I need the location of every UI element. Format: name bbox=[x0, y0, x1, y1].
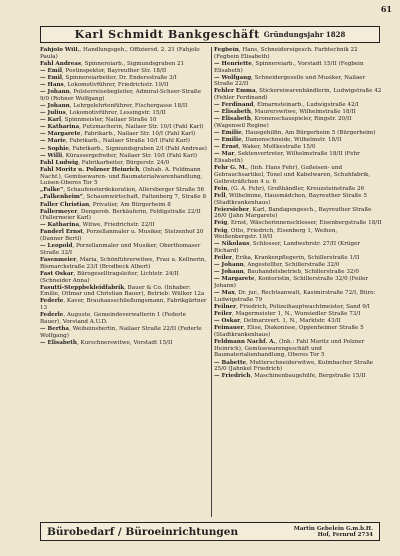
entry-text: (Inh.: Fahl Moritz und Polzner Heinrich), Gemüsewarengeschäft und Baumaterialienhandlung, Oberes Tor 5 bbox=[214, 339, 365, 359]
entry-text: Magermeister 1, N., Wunsiedler Straße 73/I bbox=[235, 311, 361, 318]
entry-name: — Karl bbox=[40, 117, 62, 124]
entry-text: Spinnmeister, Nailaer Straße 10 bbox=[64, 117, 157, 124]
directory-entry: — Johann, Angestellter, Schillerstraße 32/0 bbox=[214, 262, 340, 269]
entry-text: Spinnereiarb., Vorstadt 15/II (Fegbein Elisabeth) bbox=[214, 60, 364, 74]
entry-name: — Emil bbox=[40, 67, 62, 74]
directory-entry: Feiersieber, Karl, Bandagengesch., Bayreuther Straße 26/0 (Jahn Margarete) bbox=[214, 206, 372, 220]
directory-entry: — Emilie, Hausgehilfin, Am Bürgerheim 5 (Bürgerheim) bbox=[214, 130, 376, 137]
entry-text: Otto, Friedrich, Eisenberg 1, Weihen, Weißenbergstr. 19/II bbox=[214, 227, 338, 241]
entry-name: „Falke“ bbox=[40, 187, 64, 194]
entry-name: Feig bbox=[214, 220, 228, 227]
entry-text: Fabrikarbeiter, Bürgerstr. 24/0 bbox=[81, 159, 170, 166]
entry-text: Lokomotivführer, Lessingstr. 15/II bbox=[69, 110, 166, 117]
entry-text: Bauhandelsbetrieb, Schillerstraße 32/0 bbox=[247, 269, 359, 276]
directory-entry: — Katharina, Putzmacherin, Nailaer Str. 10/I (Fahl Karl) bbox=[40, 124, 204, 131]
directory-entry: Fasutti-Steppbekleidfabrik, Bauer & Co. (Inhaber: Emilie, Ottmar und Christian Bauer), Betrieb: Wülker 12a bbox=[40, 284, 205, 298]
directory-entry: — Karl, Spinnmeister, Nailaer Straße 10 bbox=[40, 117, 157, 124]
entry-text: Witwe, Friedrichstr. 22/II bbox=[82, 222, 155, 229]
entry-text: Maschinenbaugehilfe, Bergstraße 15/II bbox=[254, 373, 366, 380]
entry-name: Fanderl Ernst bbox=[40, 229, 83, 236]
entry-name: Fein bbox=[214, 185, 228, 192]
entry-name: Federle bbox=[40, 298, 64, 305]
directory-entry: — Ferdinand, Elmarnsteinarb., Ludwigstraße 42/I bbox=[214, 102, 359, 109]
entry-name: Feimauer bbox=[214, 325, 244, 332]
directory-entry: Fell, Wilhelmine, Hausmädchen, Bayreuther Straße 5 (Stadtkrankenhaus) bbox=[214, 192, 367, 206]
entry-text: Wilhelmine, Hausmädchen, Bayreuther Straße 5 (Stadtkrankenhaus) bbox=[214, 192, 367, 206]
entry-text: Lokomotivführer, Friedrichstr. 19/II bbox=[67, 82, 169, 89]
top-ad-title: Karl Schmidt Bankgeschäft bbox=[74, 28, 260, 41]
entry-text: Postinspektor, Bayreuther Str. 18/II bbox=[65, 67, 167, 74]
entry-text: Dengerob. Berkäuferin, Feldigstraße 22/II (Fallermeier Karl) bbox=[40, 208, 201, 222]
directory-entry: — Margarete, Fabrikarb., Nailaer Str. 10/I (Fahl Karl) bbox=[40, 131, 196, 138]
directory-entry: — Elisabeth, Maurerswitwe, Wilhelmstraße 18/II bbox=[214, 109, 356, 116]
column-divider bbox=[211, 47, 212, 517]
directory-entry: Fehr G. M., (Inh. Hans Fehr), Gußeisen- und Gebrauchsartikel, Tonel und Kabelwaren, Schuhfabrik, Gelbrsträßchen 4 u. 6 bbox=[214, 165, 371, 185]
entry-name: — Oskar bbox=[214, 318, 241, 325]
entry-text: Mutterschneiderwitwe, Kulmbacher Straße 25/0 (Jahnkel Friedrich) bbox=[214, 359, 374, 373]
entry-name: Feldmann Nachf. A. bbox=[214, 339, 276, 346]
directory-entry: — Nikolaus, Schlosser, Landwehrstr. 27/II (Krüger Richard) bbox=[214, 241, 361, 255]
top-advertisement bbox=[40, 26, 380, 43]
entry-name: — Johann bbox=[214, 262, 244, 269]
entry-name: — Katharina bbox=[40, 222, 80, 229]
directory-entry: Feiler, Erika, Krankenpflegerin, Schillerstraße 1/II bbox=[214, 255, 360, 262]
entry-name: — Bertha bbox=[40, 326, 70, 333]
entry-name: Fahl Moritz u. Polzner Heinrich bbox=[40, 166, 140, 173]
entry-text: Handlungsgeh., Offiziersd. 2. 21 (Fahjolo Paula) bbox=[40, 47, 200, 60]
entry-text: Maurerswitwe, Wilhelmstraße 18/II bbox=[254, 109, 356, 116]
directory-entry: Fahl Andreas, Spinnereiarb., Sigmundsgraben 21 bbox=[40, 60, 185, 67]
bottom-ad-company-block bbox=[294, 526, 373, 538]
entry-name: — Elisabeth bbox=[214, 109, 251, 116]
directory-entry: — Johann, Bauhandelsbetrieb, Schillerstraße 32/0 bbox=[214, 269, 359, 276]
entry-text: Privatier, Am Bürgerheim 8 bbox=[92, 201, 171, 208]
entry-text: Putzmacherin, Nailaer Str. 10/I (Fahl Karl) bbox=[82, 124, 204, 131]
entry-text: Polsterreisebegleiter, Admiral-Scheer-Straße 9/0 (Rohner Wolfgang) bbox=[40, 89, 201, 102]
directory-entry: Feiler, Magermeister 1, N., Wunsiedler Straße 73/I bbox=[214, 311, 361, 318]
entry-name: Fast Oskar bbox=[40, 270, 74, 277]
directory-entry: — Elisabeth, Kronenschauspieler, Ringstr. 20/II (Wagenseil Regine) bbox=[214, 116, 352, 130]
directory-entry: — Wolfgang, Schneidergeselle und Musiker, Nailaer Straße 22/II bbox=[214, 74, 366, 88]
entry-name: — Ferdinand bbox=[214, 102, 254, 109]
entry-name: — Margarete bbox=[40, 131, 81, 138]
entry-text: Elise, Diakonisse, Oppenheimer Straße 5 (Stadtkrankenhaus) bbox=[214, 325, 364, 338]
entry-name: Faller Christian bbox=[40, 201, 90, 208]
entry-name: — Leopold bbox=[40, 243, 73, 250]
directory-entry: „Falkenheim“, Schaumwirtschaft, Faltenberg 7, Straße 8 bbox=[40, 194, 207, 201]
entry-text: Fabrikarb., Nailaer Straße 10/I (Fahl Karl) bbox=[69, 138, 190, 145]
entry-name: Fahl Ludwig bbox=[40, 159, 79, 166]
entry-text: (Inhab. A. Feldmann Nachf.), Gemüsewaren- und Baumaterialwarenhandlung, Luisen-Oberes Tor 5 bbox=[40, 166, 203, 187]
directory-entry: — Johann, Lehrgelehrtenführer, Fischergasse 18/II bbox=[40, 102, 188, 109]
entry-name: — Henriette bbox=[214, 60, 252, 67]
entry-name: Federle bbox=[40, 312, 64, 319]
entry-text: Angestellter, Schillerstraße 32/0 bbox=[247, 262, 340, 269]
entry-text: Elmarnsteinarb., Ludwigstraße 42/I bbox=[256, 102, 359, 109]
entry-text: Bauer & Co. (Inhaber: Emilie, Ottmar und Christian Bauer), Betrieb: Wülker 12a bbox=[40, 284, 205, 298]
directory-entry: Feilner, Friedrich, Polizeihauptwachtmeister, Sand 9/I bbox=[214, 304, 370, 310]
directory-entry: — Leopold, Porzellanmaler und Musiker, Oberthomaser Straße 32/I bbox=[40, 243, 201, 256]
directory-entry: — Margarete, Kontoristin, Schillerstraße 32/0 (Feiler Johann) bbox=[214, 276, 369, 290]
right-column bbox=[214, 47, 382, 517]
directory-entry: — Johann, Polsterreisebegleiter, Admiral-Scheer-Straße 9/0 (Rohner Wolfgang) bbox=[40, 89, 201, 102]
entry-text: Schlosser, Landwehrstr. 27/II (Krüger Richard) bbox=[214, 241, 361, 255]
entry-text: Stickereiwarenhändlerin, Ludwigstraße 42 (Fehler Ferdinand) bbox=[214, 88, 382, 102]
entry-name: — Katharina bbox=[40, 124, 80, 131]
entry-name: — Johann bbox=[40, 102, 70, 109]
entry-name: — Elisabeth bbox=[40, 339, 77, 346]
entry-name: — Willi bbox=[40, 152, 63, 159]
entry-name: Fasutti-Steppbekleidfabrik bbox=[40, 284, 125, 291]
entry-name: — Margarete bbox=[214, 276, 255, 283]
directory-entry: — Hans, Lokomotivführer, Friedrichstr. 19/II bbox=[40, 82, 169, 89]
bottom-ad-company: Martin Gebelein G.m.b.H. bbox=[293, 525, 373, 532]
entry-name: — Ernst bbox=[214, 144, 239, 151]
entry-text: Kronenschauspieler, Ringstr. 20/II (Wagenseil Regine) bbox=[214, 116, 352, 130]
entry-text: Dr. jur., Rechtsanwalt, Kasimirstraße 72/I, Büro: Ludwigstraße 79 bbox=[214, 290, 376, 303]
entry-text: Kürassergefreiter, Nailaer Str. 10/I (Fahl Karl) bbox=[65, 152, 198, 159]
entry-text: Porzellanmaler und Musiker, Oberthomaser Straße 32/I bbox=[40, 243, 201, 256]
directory-entry: Federle, Auguste, Gemeindeverwalterin 1 (Federle Bauer), Vorstand A.U.D. bbox=[40, 312, 186, 325]
directory-entry: Fein, (G. A. Fehr), Großhändler, Kreuzsteinstraße 26 bbox=[214, 185, 365, 192]
entry-text: Friedrich, Polizeihauptwachtmeister, Sand 9/I bbox=[239, 304, 370, 310]
bottom-ad-title: Bürobedarf / Büroeinrichtungen bbox=[47, 525, 239, 538]
entry-name: — Marie bbox=[40, 138, 66, 145]
entry-text: Schaumwirtschaft, Faltenberg 7, Straße 8 bbox=[86, 194, 207, 201]
entry-name: Fegbein bbox=[214, 47, 239, 53]
entry-text: Kurschnerswitwe, Vorstadt 15/II bbox=[80, 339, 173, 346]
directory-entry: „Falke“, Schaufensterdekoration, Allersberger Straße 56 bbox=[40, 187, 205, 194]
entry-text: Auguste, Gemeindeverwalterin 1 (Federle Bauer), Vorstand A.U.D. bbox=[40, 312, 186, 325]
directory-entry: Fahl Moritz u. Polzner Heinrich, (Inhab. A. Feldmann Nachf.), Gemüsewaren- und Baumaterialwarenhandlung, Luisen-Oberes Tor 5 bbox=[40, 166, 203, 187]
directory-entry: Feldmann Nachf. A., (Inh.: Fahl Moritz und Polzner Heinrich), Gemüsewarengeschäft und Baumaterialienhandlung, Oberes Tor 5 bbox=[214, 339, 365, 359]
entry-text: Spinnereiarbeiter, Dr. Endersstraße 3/I bbox=[65, 74, 177, 81]
directory-entry: — Elisabeth, Kurschnerswitwe, Vorstadt 15/II bbox=[40, 339, 173, 346]
directory-entry: Faller Christian, Privatier, Am Bürgerheim 8 bbox=[40, 201, 171, 208]
entry-name: Fahjolo Will. bbox=[40, 47, 80, 53]
directory-entry: — Emil, Postinspektor, Bayreuther Str. 18/II bbox=[40, 67, 167, 74]
entry-name: — Hans bbox=[40, 82, 64, 89]
entry-name: — Babette bbox=[214, 359, 247, 366]
entry-text: Schaufensterdekoration, Allersberger Straße 56 bbox=[66, 187, 205, 194]
entry-name: Fehr G. M. bbox=[214, 165, 247, 172]
entry-name: — Emil bbox=[40, 74, 62, 81]
entry-name: — Julius bbox=[40, 110, 66, 117]
entry-text: Lehrgelehrtenführer, Fischergasse 18/II bbox=[73, 102, 188, 109]
entry-text: Kontoristin, Schillerstraße 32/0 (Feiler Johann) bbox=[214, 276, 369, 290]
entry-name: Fehler Emma bbox=[214, 88, 256, 95]
entry-name: Feiersieber bbox=[214, 206, 250, 213]
directory-entry: — Ernst, Waker, Moltkestraße 15/0 bbox=[214, 144, 316, 151]
left-column bbox=[40, 47, 208, 517]
entry-name: Feiler bbox=[214, 255, 232, 262]
directory-entry: Federle, Kaver, Brauhausschließungsmann, Fabrikgärtner 13 bbox=[40, 298, 207, 312]
directory-entry: — Sophie, Fabrikarb., Sigmundsgraben 2/I (Fahl Andreas) bbox=[40, 145, 207, 152]
entry-text: Damenschneide, Wilhelmstr. 18/II bbox=[245, 137, 342, 144]
directory-entry: Fast Oskar, Bürogeselltragsleiter, Lichtstr. 24/II (Schneider Anna) bbox=[40, 270, 179, 284]
entry-name: — Emilie bbox=[214, 137, 242, 144]
directory-entry: Feig, Otto, Friedrich, Eisenberg 1, Weihen, Weißenbergstr. 19/II bbox=[214, 227, 338, 241]
directory-entry: Fahjolo Will., Handlungsgeh., Offiziersd. 2. 21 (Fahjolo Paula) bbox=[40, 47, 200, 60]
entry-text: Kaver, Brauhausschließungsmann, Fabrikgärtner 13 bbox=[40, 298, 207, 312]
entry-text: Spinnereiarb., Sigmundsgraben 21 bbox=[84, 60, 185, 67]
entry-name: — Emilie bbox=[214, 130, 242, 137]
entry-name: „Falkenheim“ bbox=[40, 194, 84, 201]
top-ad-subtitle: Gründungsjahr 1828 bbox=[263, 30, 346, 39]
entry-name: Fahl Andreas bbox=[40, 60, 82, 67]
directory-entry: Fehler Emma, Stickereiwarenhändlerin, Ludwigstraße 42 (Fehler Ferdinand) bbox=[214, 88, 382, 102]
entry-text: Karl, Bandagengesch., Bayreuther Straße 26/0 (Jahn Margarete) bbox=[214, 206, 372, 220]
entry-text: Sektenvertreter, Wilhelmstraße 18/II (Fehr Elisabeth) bbox=[214, 151, 360, 165]
entry-name: Fell bbox=[214, 192, 226, 199]
directory-entry: Feimauer, Elise, Diakonisse, Oppenheimer Straße 5 (Stadtkrankenhaus) bbox=[214, 325, 364, 338]
directory-entry: Fasenmeier, Maria, Schönführerwitwe, Frau u. Kellnerin, Bismarckstraße 23/I (Brodbeck Albert) bbox=[40, 257, 207, 270]
entry-text: Weiheinsbertin, Nailaer Straße 22/II (Federle Wolfgang) bbox=[40, 326, 202, 339]
directory-entry: — Max, Dr. jur., Rechtsanwalt, Kasimirstraße 72/I, Büro: Ludwigstraße 79 bbox=[214, 290, 376, 303]
entry-name: — Mar bbox=[214, 151, 235, 158]
directory-entry: Fanderl Ernst, Porzellanmaler u. Musiker, Stelzenhof 20 (Danner Bertl) bbox=[40, 229, 204, 243]
entry-text: (Inh. Hans Fehr), Gußeisen- und Gebrauchsartikel, Tonel und Kabelwaren, Schuhfabrik, Gelbrsträßchen 4 u. 6 bbox=[214, 165, 371, 185]
entry-text: Hausgehilfin, Am Bürgerheim 5 (Bürgerheim) bbox=[245, 130, 376, 137]
entry-text: Waker, Moltkestraße 15/0 bbox=[242, 144, 316, 151]
entry-text: Maria, Schönführerwitwe, Frau u. Kellnerin, Bismarckstraße 23/I (Brodbeck Albert) bbox=[40, 257, 207, 270]
directory-entry: — Oskar, Delmarzvert. 1, N., Marktstr. 43/II bbox=[214, 318, 341, 325]
directory-entry: — Friedrich, Maschinenbaugehilfe, Bergstraße 15/II bbox=[214, 373, 366, 380]
directory-entry: — Julius, Lokomotivführer, Lessingstr. 15/II bbox=[40, 110, 166, 117]
directory-entry: — Emil, Spinnereiarbeiter, Dr. Endersstraße 3/I bbox=[40, 74, 177, 81]
entry-text: Fabrikarb., Sigmundsgraben 2/I (Fahl Andreas) bbox=[72, 145, 207, 152]
entry-name: — Elisabeth bbox=[214, 116, 251, 123]
entry-text: Schneidergeselle und Musiker, Nailaer Straße 22/II bbox=[214, 74, 366, 88]
directory-entry: Feig, Ernst, Wäscherinnenschlosser, Eisenbergstraße 18/II bbox=[214, 220, 382, 227]
entry-name: — Johann bbox=[40, 89, 70, 96]
directory-entry: — Emilie, Damenschneide, Wilhelmstr. 18/II bbox=[214, 137, 342, 144]
directory-entry: — Bertha, Weiheinsbertin, Nailaer Straße 22/II (Federle Wolfgang) bbox=[40, 326, 202, 339]
directory-entry: — Henriette, Spinnereiarb., Vorstadt 15/II (Fegbein Elisabeth) bbox=[214, 60, 364, 74]
entry-name: Feiler bbox=[214, 311, 232, 318]
entry-name: — Wolfgang bbox=[214, 74, 252, 81]
entry-text: Delmarzvert. 1, N., Marktstr. 43/II bbox=[243, 318, 341, 325]
entry-name: — Friedrich bbox=[214, 373, 251, 380]
bottom-advertisement bbox=[40, 522, 380, 541]
entry-name: Fasenmeier bbox=[40, 257, 77, 264]
directory-entry: — Marie, Fabrikarb., Nailaer Straße 10/I (Fahl Karl) bbox=[40, 138, 190, 145]
entry-name: Feig bbox=[214, 227, 228, 234]
entry-text: Erika, Krankenpflegerin, Schillerstraße 1/II bbox=[235, 255, 360, 262]
entry-name: Fallermeyer bbox=[40, 208, 78, 215]
entry-name: — Johann bbox=[214, 269, 244, 276]
directory-entry: — Willi, Kürassergefreiter, Nailaer Str. 10/I (Fahl Karl) bbox=[40, 152, 198, 159]
entry-text: Porzellanmaler u. Musiker, Stelzenhof 20 (Danner Bertl) bbox=[40, 229, 204, 243]
entry-name: — Sophie bbox=[40, 145, 69, 152]
entry-text: Bürogeselltragsleiter, Lichtstr. 24/II (Schneider Anna) bbox=[40, 270, 179, 284]
bottom-ad-address: Hof, Fernruf 2734 bbox=[317, 531, 373, 538]
entry-text: (G. A. Fehr), Großhändler, Kreuzsteinstraße 26 bbox=[230, 185, 365, 192]
entry-name: Feilner bbox=[214, 304, 237, 310]
directory-entry: — Mar, Sektenvertreter, Wilhelmstraße 18/II (Fehr Elisabeth) bbox=[214, 151, 360, 165]
entry-name: — Max bbox=[214, 290, 235, 297]
entry-text: Ernst, Wäscherinnenschlosser, Eisenbergstraße 18/II bbox=[230, 220, 382, 227]
entry-name: — Nikolaus bbox=[214, 241, 250, 248]
entry-text: Fabrikarb., Nailaer Str. 10/I (Fahl Karl) bbox=[84, 131, 196, 138]
page-number: 61 bbox=[380, 4, 392, 14]
directory-entry: Fahl Ludwig, Fabrikarbeiter, Bürgerstr. 24/0 bbox=[40, 159, 170, 166]
directory-entry: Fegbein, Hans, Schneidereigesch. Farbtechnik 22 (Fegbein Elisabeth) bbox=[214, 47, 358, 60]
directory-entry: — Babette, Mutterschneiderwitwe, Kulmbacher Straße 25/0 (Jahnkel Friedrich) bbox=[214, 359, 374, 373]
directory-entry: — Katharina, Witwe, Friedrichstr. 22/II bbox=[40, 222, 155, 229]
directory-entry: Fallermeyer, Dengerob. Berkäuferin, Feldigstraße 22/II (Fallermeier Karl) bbox=[40, 208, 201, 222]
entry-text: Hans, Schneidereigesch. Farbtechnik 22 (Fegbein Elisabeth) bbox=[214, 47, 358, 60]
